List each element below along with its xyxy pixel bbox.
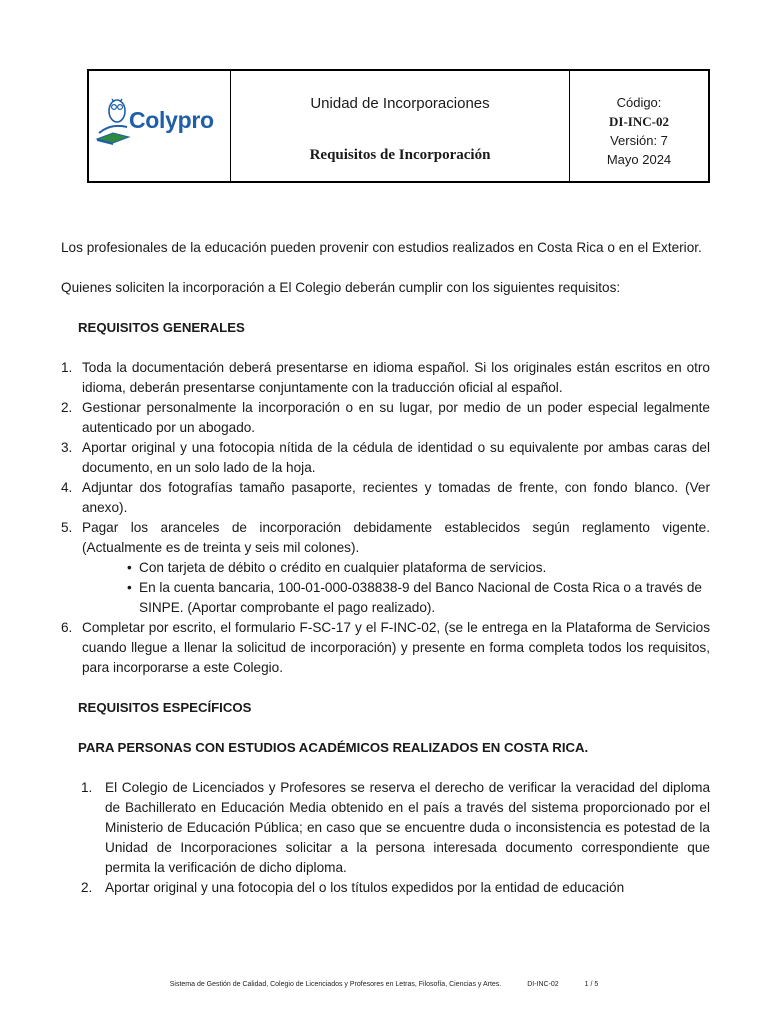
header-code-cell [570, 71, 708, 181]
list-item: 4. Adjuntar dos fotografías tamaño pasaporte, recientes y tomadas de frente, con fondo blanco. (Ver anexo). [61, 480, 710, 515]
logo-cell [89, 71, 231, 181]
list-item: 3. Aportar original y una fotocopia nítida de la cédula de identidad o su equivalente por ambas caras del documento, en un solo lado de la hoja. [61, 440, 710, 475]
footer-code: DI-INC-02 [527, 981, 559, 988]
document-body [61, 238, 710, 898]
list-item: 2. Gestionar personalmente la incorporación o en su lugar, por medio de un poder especial legalmente autenticado por un abogado. [61, 400, 710, 435]
intro-paragraph: Quienes soliciten la incorporación a El Colegio deberán cumplir con los siguientes requisitos: [61, 280, 621, 295]
unit-name: Unidad de Incorporaciones [310, 95, 490, 112]
document-title: Requisitos de Incorporación [309, 147, 491, 163]
page-number: 1 / 5 [584, 981, 599, 988]
page-footer [0, 981, 768, 988]
owl-books-icon [95, 93, 131, 145]
list-item: 5. Pagar los aranceles de incorporación debidamente establecidos según reglamento vigente. (Actualmente es de treinta y seis mil colones). • Con tarjeta de débito o crédito en cualquier plataforma de servicios. • En la cuenta bancaria, 100-01-000-038838-9 del Banco Nacional de Costa Rica o a través de SINPE. (Aportar comprobante el pago realizado). [61, 518, 710, 618]
specific-requirements-list [61, 778, 710, 898]
payment-option: • En la cuenta bancaria, 100-01-000-038838-9 del Banco Nacional de Costa Rica o a través de SINPE. (Aportar comprobante el pago realizado). [127, 580, 702, 615]
list-item: 1. El Colegio de Licenciados y Profesores se reserva el derecho de verificar la veracidad del diploma de Bachillerato en Educación Media obtenido en el país a través del sistema proporcionado por el Ministerio de Educación Pública; en caso que se encuentre duda o inconsistencia es potestad de la Unidad de Incorporaciones solicitar a la persona interesada documento correspondiente que permita la verificación de dicho diploma. [81, 780, 710, 875]
date: Mayo 2024 [606, 152, 672, 167]
logo-text: Colypro [129, 107, 214, 133]
list-item: 2. Aportar original y una fotocopia del o los títulos expedidos por la entidad de educación [81, 880, 625, 895]
section-subheading: PARA PERSONAS CON ESTUDIOS ACADÉMICOS REALIZADOS EN COSTA RICA. [78, 740, 589, 755]
bullet-icon: • [127, 560, 132, 575]
code-label: Código: [616, 95, 662, 110]
section-heading: REQUISITOS GENERALES [78, 320, 245, 335]
section-heading: REQUISITOS ESPECÍFICOS [78, 700, 252, 715]
document-header [87, 69, 710, 183]
list-item: 6. Completar por escrito, el formulario F-SC-17 y el F-INC-02, (se le entrega en la Plataforma de Servicios cuando llegue a llenar la solicitud de incorporación) y presente en forma completa todos los requisitos, para incorporarse a este Colegio. [61, 620, 710, 675]
payment-option: • Con tarjeta de débito o crédito en cualquier plataforma de servicios. [127, 558, 710, 578]
footer-text: Sistema de Gestión de Calidad, Colegio de Licenciados y Profesores en Letras, Filosofía, Ciencias y Artes. [169, 981, 502, 988]
general-requirements-list [61, 358, 710, 678]
header-title-cell [231, 71, 570, 181]
intro-paragraph: Los profesionales de la educación pueden provenir con estudios realizados en Costa Rica o en el Exterior. [61, 240, 702, 255]
code-value: DI-INC-02 [609, 114, 669, 129]
list-item: 1. Toda la documentación deberá presentarse en idioma español. Si los originales están escritos en otro idioma, deberán presentarse conjuntamente con la traducción oficial al español. [61, 360, 710, 395]
bullet-icon: • [127, 580, 132, 595]
version: Versión: 7 [610, 133, 668, 148]
